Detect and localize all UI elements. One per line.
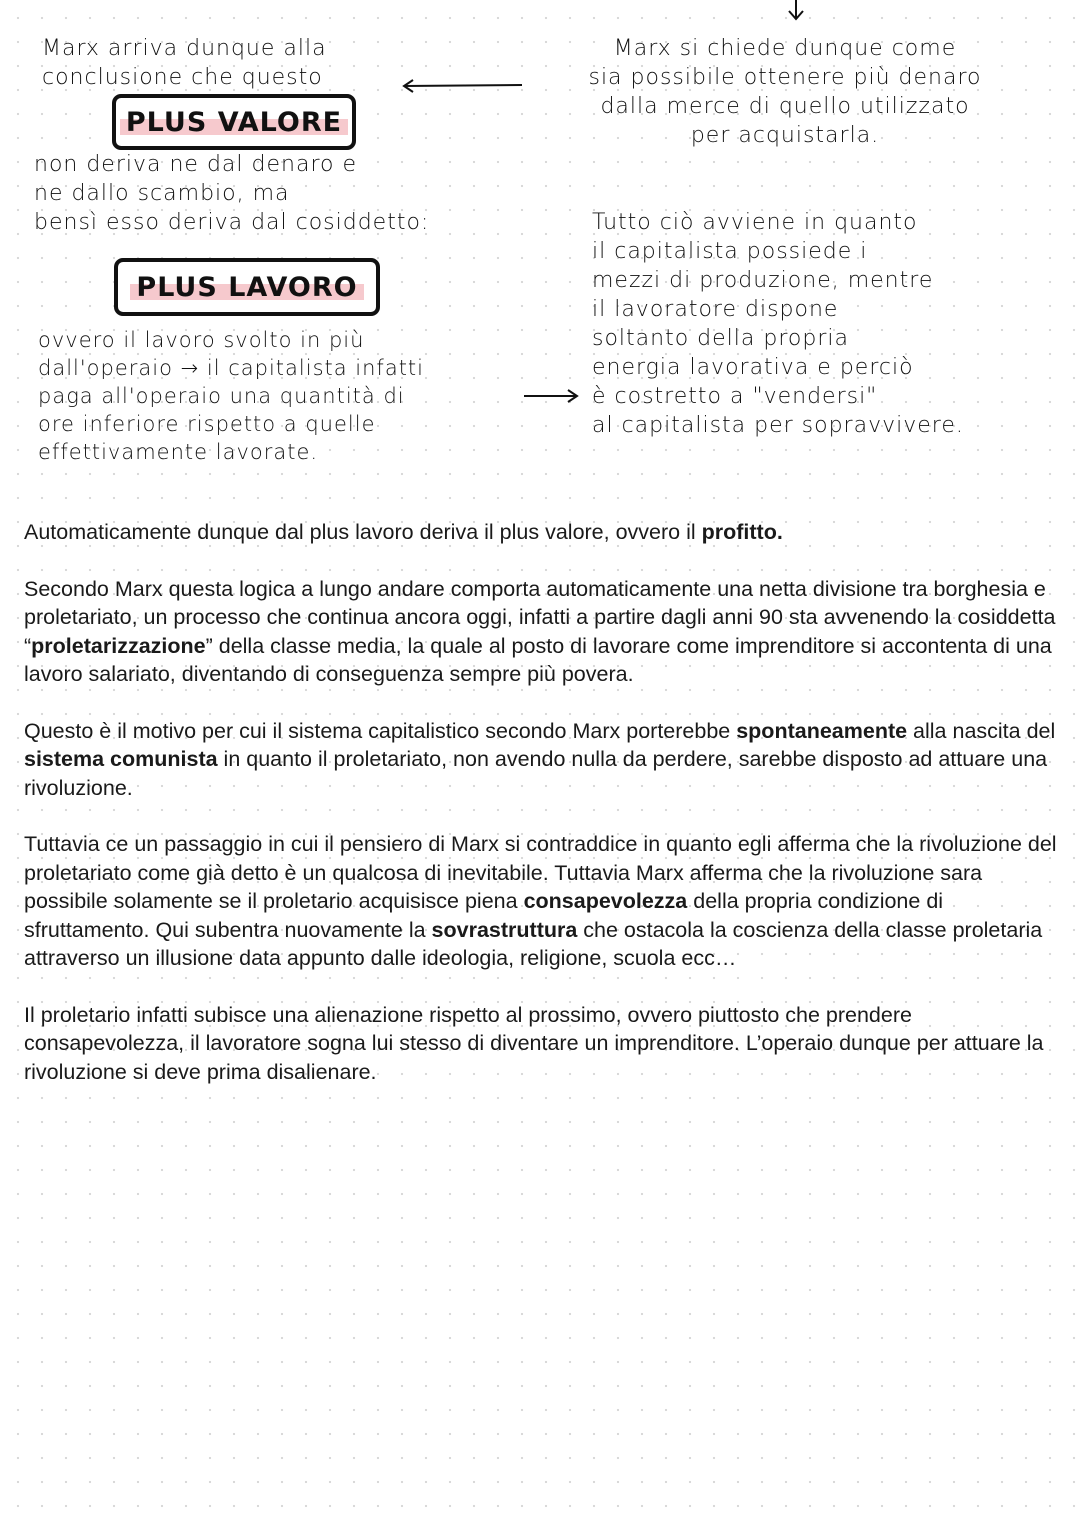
note-left-middle: non deriva ne dal denaro e ne dallo scambio, ma bensì esso deriva dal cosiddetto:	[34, 152, 430, 235]
paragraph-3	[24, 717, 1064, 803]
paragraph-1	[24, 518, 1064, 547]
p4-bold-2: sovrastruttura	[431, 917, 578, 942]
p3-bold-1: spontaneamente	[736, 718, 908, 743]
p4-text-e: che ostacola la coscienza della classe proletaria attraverso un illusione data appunto dalle ideologia, religione, scuola ecc…	[24, 917, 1043, 970]
p5-text: Il proletario infatti subisce una alienazione rispetto al prossimo, ovvero piuttosto che prendere consapevolezza, il lavoratore sogna lui stesso di diventare un imprenditore. L’operaio dunque per attuare la rivoluzione si deve prima disalienare.	[24, 1002, 1044, 1084]
p3-text-e: in quanto il proletariato, non avendo nulla da perdere, sarebbe disposto ad attuare una rivoluzione.	[24, 747, 1048, 800]
box-plus-valore-label: PLUS VALORE	[120, 107, 348, 138]
note-left-intro: Marx arriva dunque alla conclusione che questo	[42, 36, 327, 90]
body-text	[24, 518, 1064, 1114]
box-plus-lavoro-label: PLUS LAVORO	[130, 272, 363, 303]
arrow-right-icon	[522, 386, 580, 406]
box-plus-lavoro	[114, 258, 380, 316]
p1-bold: profitto.	[701, 520, 783, 544]
p2-text-a: Secondo Marx questa logica a lungo andare comporta automaticamente una netta divisione tra borghesia e proletariato, un processo che continua ancora oggi, infatti a partire dagli anni 90 sta avvenendo la cosiddetta “	[24, 576, 1056, 658]
box-plus-valore	[112, 94, 356, 150]
note-left-bottom: ovvero il lavoro svolto in più dall'operaio → il capitalista infatti paga all'operaio una quantità di ore inferiore rispetto a quelle effettivamente lavorate.	[38, 328, 424, 464]
paragraph-5	[24, 1001, 1064, 1087]
paragraph-2	[24, 575, 1064, 689]
p3-bold-2: sistema comunista	[24, 747, 218, 771]
p3-text-a: Questo è il motivo per cui il sistema capitalistico secondo Marx porterebbe	[24, 718, 737, 743]
p4-text-c: della propria condizione di sfruttamento. Qui subentra nuovamente la	[24, 889, 944, 942]
arrow-left-icon	[400, 76, 524, 96]
arrow-down-icon	[784, 0, 808, 24]
p4-bold-1: consapevolezza	[523, 889, 688, 913]
p2-bold: proletarizzazione	[31, 633, 206, 658]
p1-text: Automaticamente dunque dal plus lavoro deriva il plus valore, ovvero il	[24, 520, 702, 544]
p4-text-a: Tuttavia ce un passaggio in cui il pensiero di Marx si contraddice in quanto egli afferma che la rivoluzione del proletariato come già detto è un qualcosa di inevitabile. Tuttavia Marx afferma che la rivoluzione sara possibile solamente se il proletario acquisisce piena	[24, 832, 1057, 913]
p3-text-c: alla nascita del	[907, 718, 1056, 743]
p2-text-c: ” della classe media, la quale al posto di lavorare come imprenditore si accontenta di una lavoro salariato, diventando di conseguenza sempre più povera.	[24, 633, 1052, 686]
note-right-bottom: Tutto ciò avviene in quanto il capitalista possiede i mezzi di produzione, mentre il lavoratore dispone soltanto della propria energia lavorativa e perciò è costretto a "vendersi" al capitalista per sopravvivere.	[592, 210, 964, 438]
note-right-top: Marx si chiede dunque come sia possibile ottenere più denaro dalla merce di quello utilizzato per acquistarla.	[588, 36, 982, 148]
paragraph-4	[24, 830, 1064, 973]
